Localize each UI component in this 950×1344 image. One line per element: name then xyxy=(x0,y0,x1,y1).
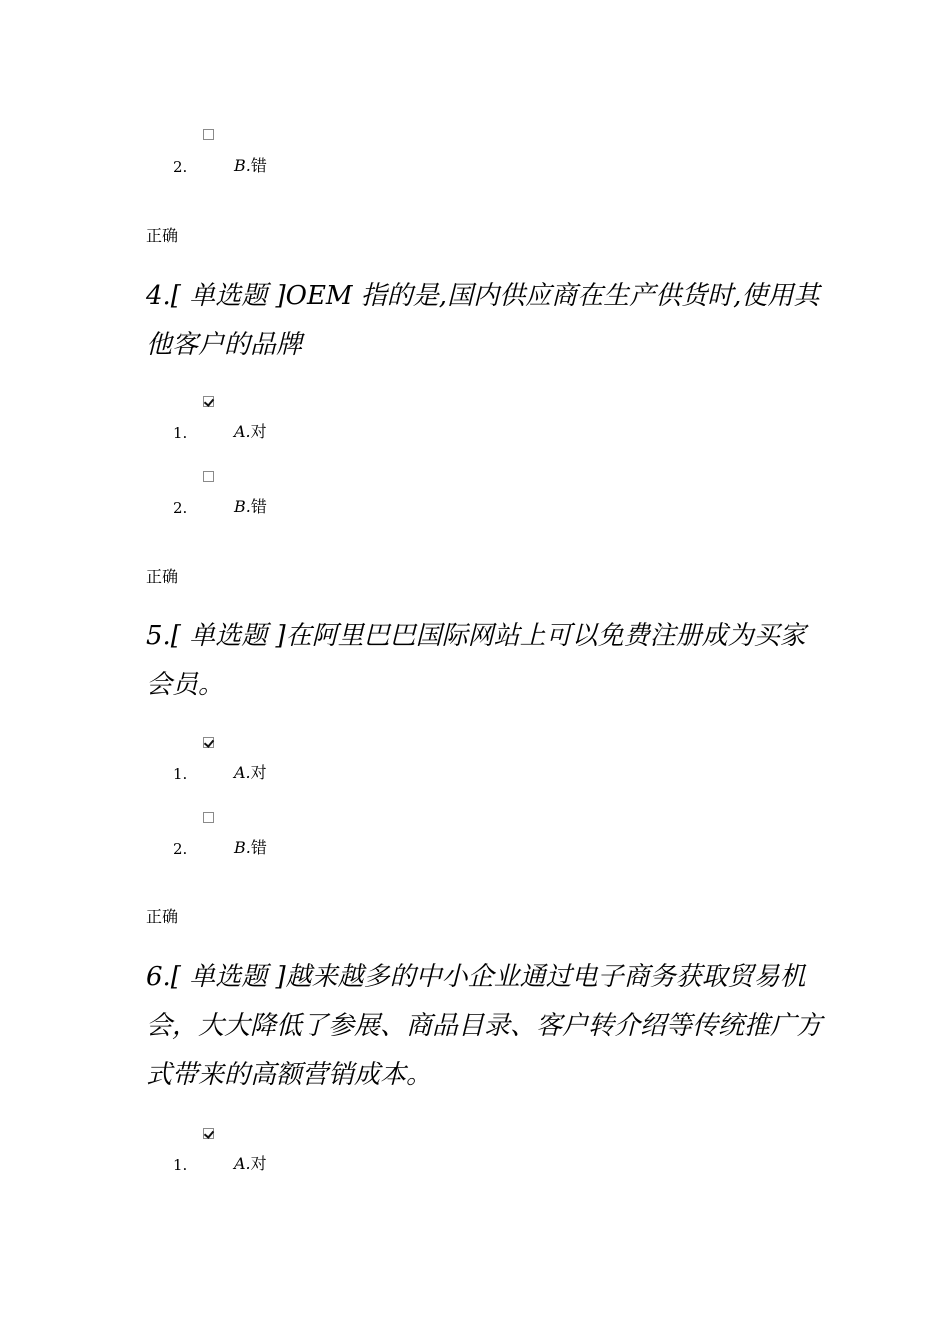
q5-option-b-checkbox[interactable] xyxy=(203,812,214,823)
q5-option-b-label xyxy=(234,839,267,857)
q5-option-a-number: 1. xyxy=(173,765,188,783)
q6-option-a-number: 1. xyxy=(173,1156,188,1174)
q5-option-a-letter: A. xyxy=(234,763,251,782)
q4-result: 正确 xyxy=(146,567,179,586)
q3-option-b-checkbox[interactable] xyxy=(203,129,214,140)
q5-option-a-checkbox[interactable] xyxy=(203,737,214,748)
q3-result: 正确 xyxy=(146,226,179,245)
q4-option-b-number: 2. xyxy=(173,499,188,517)
q3-option-b-label xyxy=(234,157,267,175)
q5-option-b-letter: B. xyxy=(234,838,251,857)
q5-title: 5.[ 单选题 ]在阿里巴巴国际网站上可以免费注册成为买家会员。 xyxy=(146,621,806,700)
q4-option-a-letter: A. xyxy=(234,422,251,441)
q5-option-a-label xyxy=(234,764,267,782)
q4-option-b-label xyxy=(234,498,267,516)
q5-option-a-text: 对 xyxy=(250,763,267,782)
q4-option-a-number: 1. xyxy=(173,424,188,442)
q4-option-a-checkbox[interactable] xyxy=(203,396,214,407)
q5-result: 正确 xyxy=(146,907,179,926)
q4-option-b-checkbox[interactable] xyxy=(203,471,214,482)
q6-option-a-text: 对 xyxy=(250,1154,267,1173)
q6-title: 6.[ 单选题 ]越来越多的中小企业通过电子商务获取贸易机会，大大降低了参展、商品目录、客户转介绍等传统推广方式带来的高额营销成本。 xyxy=(146,962,823,1090)
q4-option-a-label xyxy=(234,423,267,441)
q6-option-a-label xyxy=(234,1155,267,1173)
q4-option-b-letter: B. xyxy=(234,497,251,516)
q3-option-b-text: 错 xyxy=(250,156,267,175)
q4-option-b-text: 错 xyxy=(250,497,267,516)
q6-option-a-checkbox[interactable] xyxy=(203,1128,214,1139)
q5-option-b-text: 错 xyxy=(250,838,267,857)
q3-option-b-letter: B. xyxy=(234,156,251,175)
q4-option-a-text: 对 xyxy=(250,422,267,441)
q4-title: 4.[ 单选题 ]OEM 指的是,国内供应商在生产供货时,使用其他客户的品牌 xyxy=(146,281,820,360)
q3-option-b-number: 2. xyxy=(173,158,188,176)
q5-option-b-number: 2. xyxy=(173,840,188,858)
q6-option-a-letter: A. xyxy=(234,1154,251,1173)
